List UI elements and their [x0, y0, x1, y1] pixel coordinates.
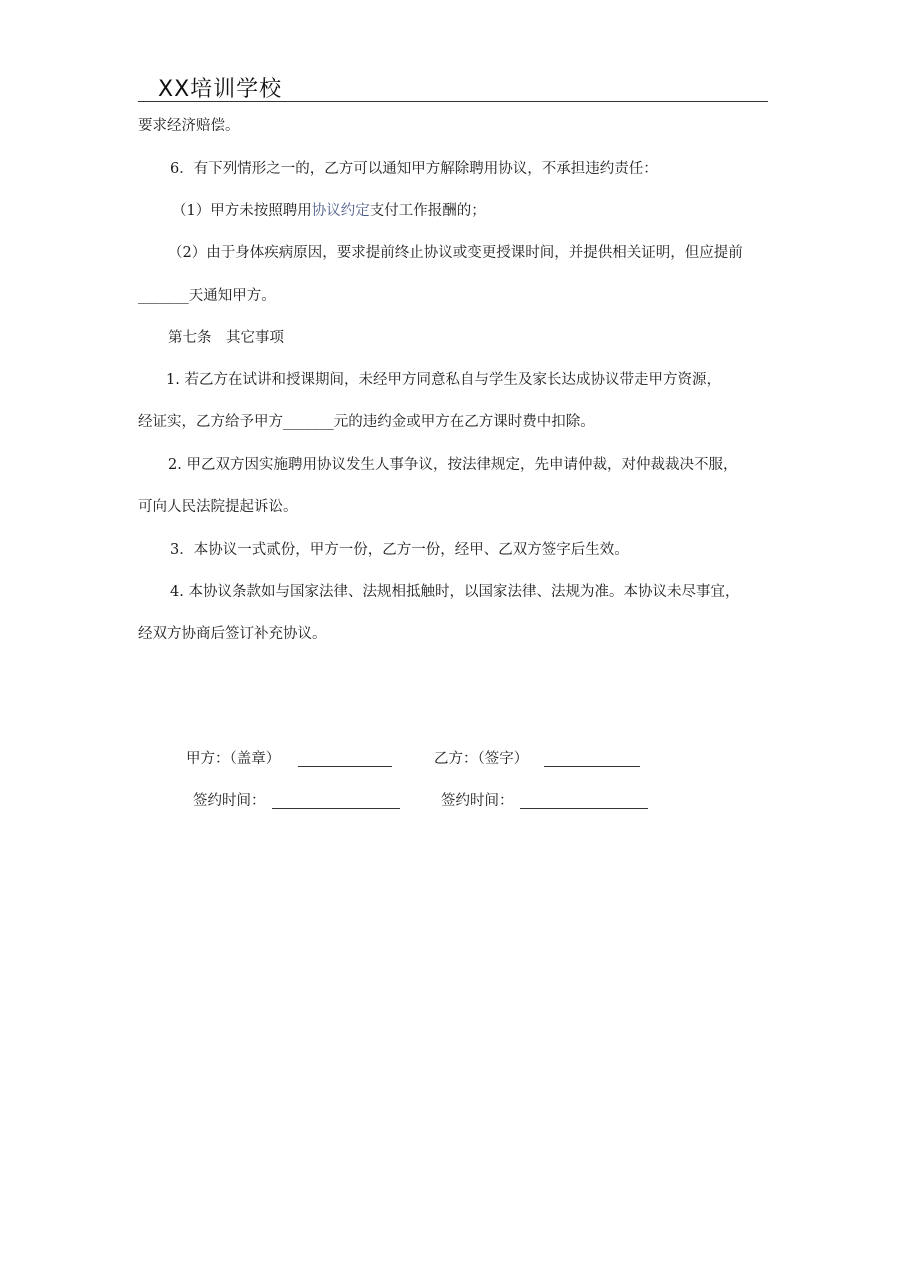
clause-6-1-text-a: （1）甲方未按照聘用: [172, 203, 312, 219]
penalty-amount-blank: _______: [283, 414, 334, 430]
clause-7-3: 3．本协议一式贰份，甲方一份，乙方一份，经甲、乙双方签字后生效。: [170, 542, 629, 558]
clause-6-1: [172, 201, 486, 221]
clause-6-2-continued: [138, 286, 276, 306]
party-a-date-label: 签约时间：: [193, 793, 266, 809]
party-b-date-label: 签约时间：: [441, 793, 514, 809]
clause-7-4: 4. 本协议条款如与国家法律、法规相抵触时，以国家法律、法规为准。本协议未尽事宜，: [170, 584, 740, 600]
party-b-sign-blank[interactable]: [544, 752, 640, 767]
notice-days-blank: _______: [138, 288, 189, 304]
party-a-seal-label: 甲方：（盖章）: [186, 751, 281, 767]
clause-7-4-continued: 经双方协商后签订补充协议。: [138, 626, 327, 642]
clause-7-2: 2. 甲乙双方因实施聘用协议发生人事争议，按法律规定，先申请仲裁，对仲裁裁决不服，: [168, 457, 738, 473]
clause-7-2-continued: 可向人民法院提起诉讼。: [138, 499, 298, 515]
page-header: [138, 70, 768, 102]
text-line: 要求经济赔偿。: [138, 118, 240, 134]
party-b-sign-label: 乙方：（签字）: [434, 751, 529, 767]
clause-7-1: 1. 若乙方在试讲和授课期间，未经甲方同意私自与学生及家长达成协议带走甲方资源，: [166, 372, 721, 388]
party-a-date-blank[interactable]: [272, 794, 400, 809]
agreement-term-link: 协议约定: [311, 203, 370, 219]
article-7-heading: 第七条 其它事项: [168, 330, 284, 346]
clause-6: 6．有下列情形之一的，乙方可以通知甲方解除聘用协议，不承担违约责任：: [170, 161, 658, 177]
clause-7-1-cont-a: 经证实，乙方给予甲方: [138, 414, 283, 430]
party-a-seal-blank[interactable]: [298, 752, 392, 767]
clause-7-1-continued: [138, 412, 595, 432]
party-b-date-blank[interactable]: [520, 794, 648, 809]
clause-6-2-cont-text: 天通知甲方。: [188, 288, 276, 304]
clause-6-1-text-b: 支付工作报酬的；: [369, 203, 486, 219]
clause-7-1-cont-b: 元的违约金或甲方在乙方课时费中扣除。: [333, 414, 595, 430]
school-name: XX培训学校: [158, 77, 283, 102]
clause-6-2: （2）由于身体疾病原因，要求提前终止协议或变更授课时间，并提供相关证明，但应提前: [168, 245, 743, 261]
